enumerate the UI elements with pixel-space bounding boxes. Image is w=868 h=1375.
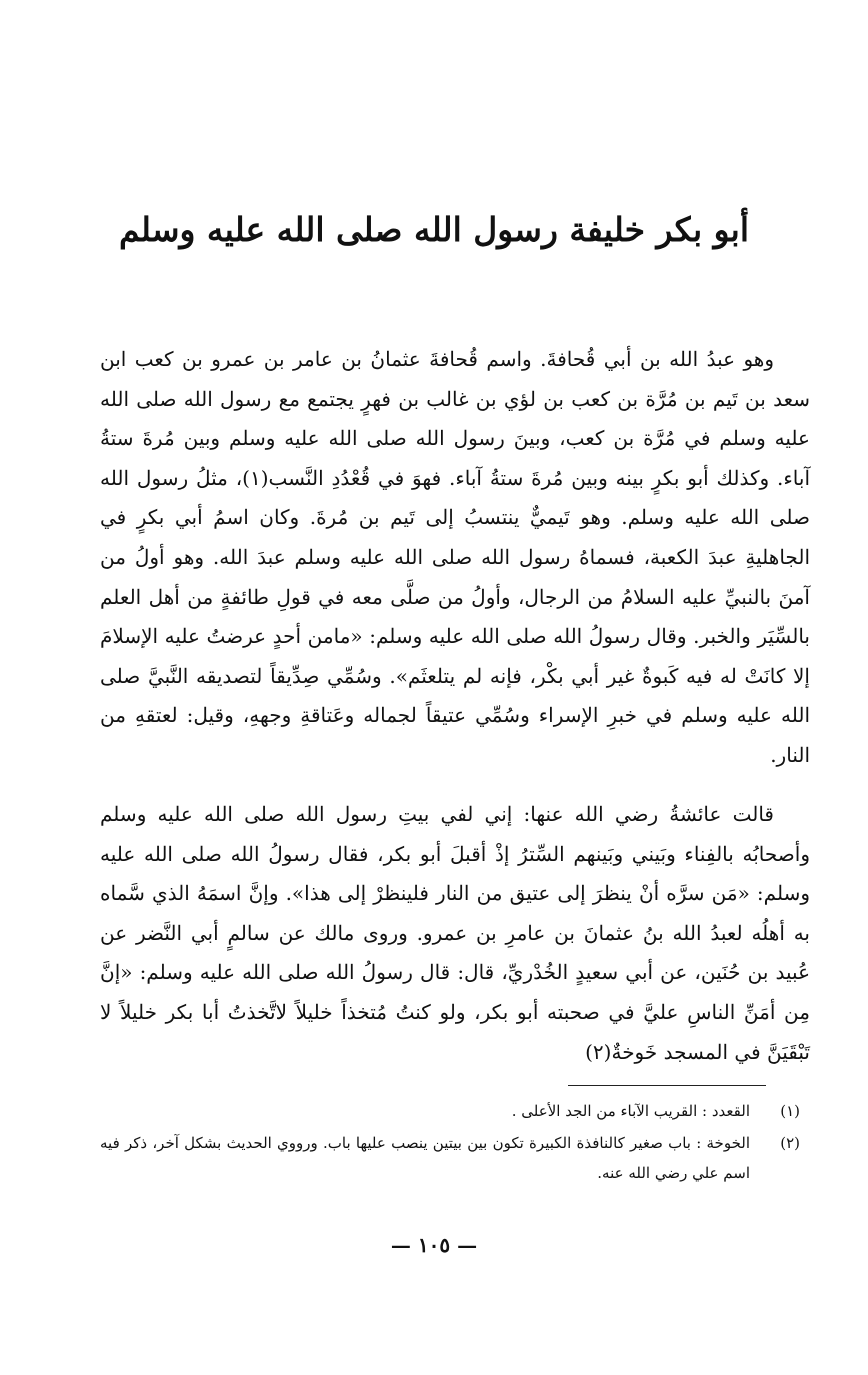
footnote-separator	[568, 1085, 766, 1086]
paragraph-1: وهو عبدُ الله بن أبي قُحافةَ. واسم قُحافةَ عثمانُ بن عامر بن عمرو بن كعب ابن سعد بن تَيم بن مُرَّة بن كعب بن لؤي بن غالب بن فهرٍ يجتمع مع رسول الله صلى الله عليه وسلم في مُرَّة بن كعب، وبينَ رسول الله صلى الله عليه وسلم وبين مُرةَ ستةُ آباء. وكذلك أبو بكرٍ بينه وبين مُرةَ ستةُ آباء. فهوَ في قُعْدُدِ النَّسب(١)، مثلُ رسول الله صلى الله عليه وسلم. وهو تَيميٌّ ينتسبُ إلى تَيم بن مُرةَ. وكان اسمُ أبي بكرٍ في الجاهليةِ عبدَ الكعبة، فسماهُ رسول الله صلى الله عليه وسلم عبدَ الله. وهو أولُ من آمنَ بالنبيِّ عليه السلامُ من الرجال، وأولُ من صلَّى معه في قولِ طائفةٍ من أهل العلم بالسِّيَر والخبر. وقال رسولُ الله صلى الله عليه وسلم: «مامن أحدٍ عرضتُ عليه الإسلامَ إلا كانَتْ له فيه كَبوةٌ غير أبي بكْر، فإنه لم يتلعثَم». وسُمِّي صِدِّيقاً لتصديقه النَّبيَّ صلى الله عليه وسلم في خبرِ الإسراء وسُمِّي عتيقاً لجماله وعَتاقةِ وجههِ، وقيل: لعتقهِ من النار.	[100, 347, 810, 767]
paragraph-2: قالت عائشةُ رضي الله عنها: إني لفي بيتِ رسول الله صلى الله عليه وسلم وأصحابُه بالفِناء وبَيني وبَينهم السِّترُ إذْ أقبلَ أبو بكر، فقال رسولُ الله صلى الله عليه وسلم: «مَن سرَّه أنْ ينظرَ إلى عتيق من النار فلينظرْ إلى هذا». وإنَّ اسمَهُ الذي سَّماه به أهلُه لعبدُ الله بنُ عثمانَ بن عامرِ بن عمرو. وروى مالك عن سالمٍ أبي النَّضر عن عُبيد بن حُنَين، عن أبي سعيدٍ الخُدْريِّ، قال: قال رسولُ الله صلى الله عليه وسلم: «إنَّ مِن أمَنِّ الناسِ عليَّ في صحبته أبو بكر، ولو كنتُ مُتخذاً خليلاً لاتَّخذتُ أبا بكر خليلاً لا تَبْقَيَنَّ في المسجد خَوخةٌ(٢)	[100, 802, 810, 1064]
chapter-title: أبو بكر خليفة رسول الله صلى الله عليه وسلم	[118, 210, 750, 249]
footnote-1	[100, 1096, 800, 1126]
footnote-number: (١)	[780, 1102, 800, 1120]
footnote-number: (٢)	[780, 1134, 800, 1152]
footnotes	[100, 1096, 800, 1190]
footnote-text: الخوخة : باب صغير كالنافذة الكبيرة تكون بين بيتين ينصب عليها باب. ورووي الحديث بشكل آخر، ذكر فيه اسم علي رضي الله عنه.	[100, 1134, 750, 1182]
footnote-text: القعدد : القريب الآباء من الجد الأعلى .	[511, 1102, 750, 1120]
footnote-2	[100, 1128, 800, 1188]
page-number: — ١٠٥ —	[390, 1233, 478, 1257]
